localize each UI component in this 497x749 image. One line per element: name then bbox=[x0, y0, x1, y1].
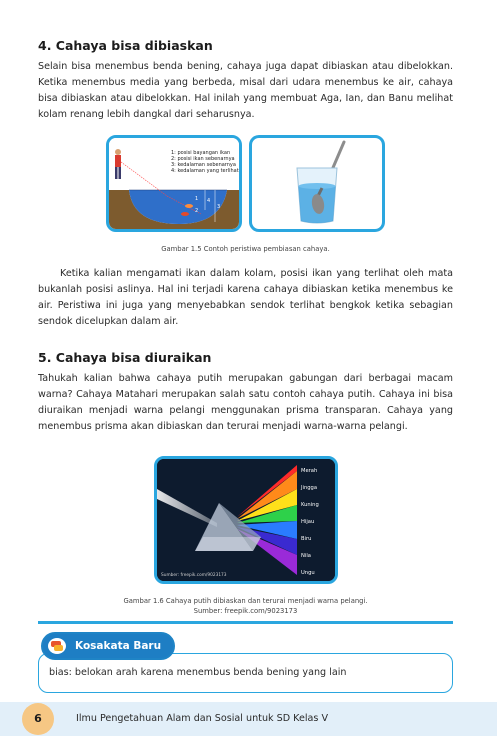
spectrum-label-nila: Nila bbox=[301, 553, 311, 559]
spectrum-label-merah: Merah bbox=[301, 468, 318, 474]
spectrum-label-biru: Biru bbox=[301, 536, 312, 542]
section-4-heading: 4. Cahaya bisa dibiaskan bbox=[38, 38, 213, 53]
spectrum-label-hijau: Hijau bbox=[301, 519, 315, 525]
pond-legend-3: 3: kedalaman sebenarnya bbox=[171, 162, 236, 168]
spectrum-label-list bbox=[301, 465, 338, 581]
figure-1-5-caption: Gambar 1.5 Contoh peristiwa pembiasan cahaya. bbox=[161, 245, 330, 253]
spectrum-label-kuning: Kuning bbox=[301, 502, 319, 508]
page-number-badge bbox=[22, 703, 54, 735]
section-4-paragraph-2: Ketika kalian mengamati ikan dalam kolam, posisi ikan yang terlihat oleh mata bukanlah posisi aslinya. Hal ini terjadi karena cahaya dibiaskan ketika menembus ke air. Peristiwa ini juga yang menyebabkan sendok terlihat bengkok ketika sebagian sendok dicelupkan dalam air. bbox=[38, 268, 453, 327]
fish-image bbox=[185, 204, 193, 208]
spoon-glass-figure bbox=[249, 135, 385, 232]
spoon-glass-illustration bbox=[252, 138, 382, 229]
vocabulary-title-pill bbox=[41, 632, 175, 660]
pond-legend-4: 4: kedalaman yang terlihat bbox=[171, 168, 239, 174]
figure-1-6-source: Sumber: freepik.com/9023173 bbox=[193, 607, 298, 615]
spectrum-label-jingga: Jingga bbox=[301, 485, 318, 491]
section-divider bbox=[38, 621, 453, 624]
section-5-heading: 5. Cahaya bisa diuraikan bbox=[38, 350, 212, 365]
figure-1-6-caption: Gambar 1.6 Cahaya putih dibiaskan dan terurai menjadi warna pelangi. bbox=[123, 597, 368, 605]
pond-number-3: 3 bbox=[217, 204, 221, 210]
prism-image-source: Sumber: freepik.com/9023173 bbox=[161, 573, 227, 578]
section-5-paragraph-1: Tahukah kalian bahwa cahaya putih merupakan gabungan dari berbagai macam warna? Cahaya Matahari merupakan salah satu contoh cahaya putih. Cahaya ini bisa diuraikan menjadi warna pelangi menggunakan prisma transparan. Cahaya yang menembus prisma akan dibiaskan dan terurai menjadi warna-warna pelangi. bbox=[38, 373, 453, 432]
spectrum-label-ungu: Ungu bbox=[301, 570, 315, 576]
refraction-pond-figure bbox=[106, 135, 242, 232]
page-number: 6 bbox=[34, 712, 42, 725]
pond-number-4: 4 bbox=[207, 198, 211, 204]
fish-real bbox=[181, 212, 189, 216]
vocabulary-entry: bias: belokan arah karena menembus benda bening yang lain bbox=[49, 667, 347, 678]
vocabulary-chat-icon bbox=[48, 638, 66, 654]
pond-number-2: 2 bbox=[195, 208, 199, 214]
pond-legend-2: 2: posisi ikan sebenarnya bbox=[171, 156, 235, 162]
pond-legend-1: 1: posisi bayangan ikan bbox=[171, 150, 231, 156]
prism-figure bbox=[154, 456, 338, 584]
footer-book-title: Ilmu Pengetahuan Alam dan Sosial untuk SD Kelas V bbox=[76, 713, 329, 724]
pond-number-1: 1 bbox=[195, 196, 199, 202]
vocabulary-title: Kosakata Baru bbox=[75, 640, 162, 652]
section-4-paragraph-1: Selain bisa menembus benda bening, cahaya juga dapat dibiaskan atau dibelokkan. Ketika menembus media yang berbeda, misal dari udara menembus ke air, cahaya bisa dibiaskan atau dibelokkan. Hal inilah yang membuat Aga, Ian, dan Banu melihat kolam renang lebih dangkal dari seharusnya. bbox=[38, 61, 453, 120]
